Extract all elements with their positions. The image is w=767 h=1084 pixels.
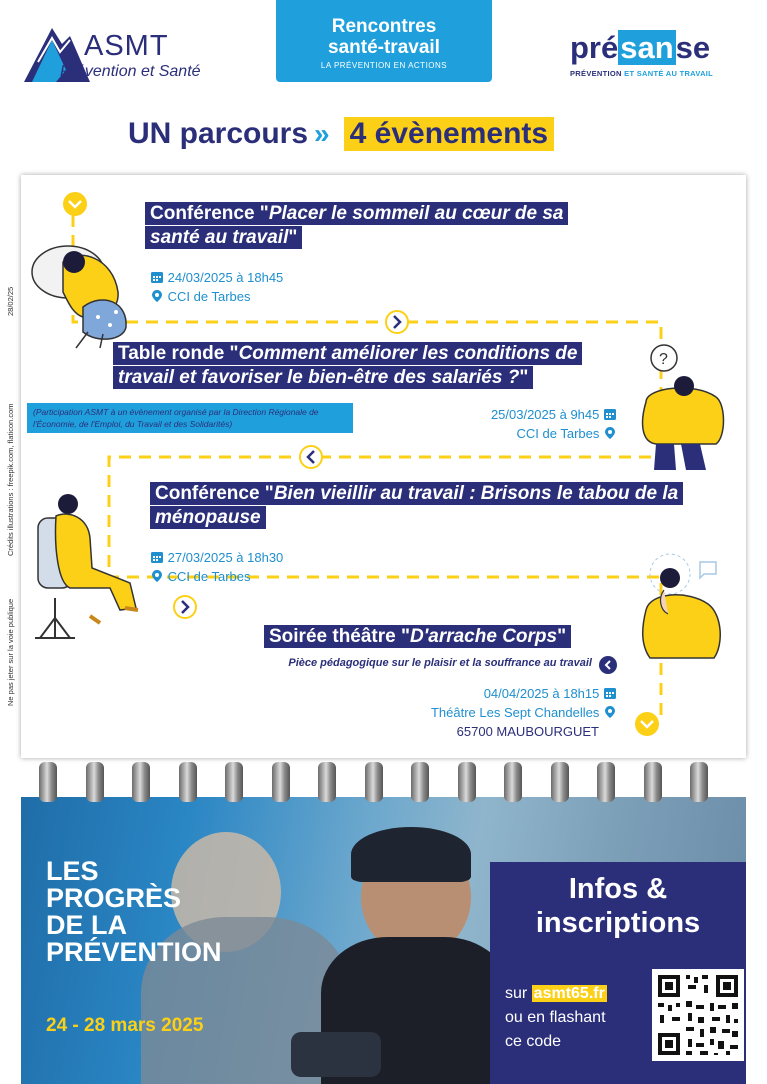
- event-2-note: (Participation ASMT à un évènement organisé par la Direction Régionale de l'Économie, de l'Emploi, du Travail et des Solidarités): [27, 403, 353, 433]
- campaign-dates: 24 - 28 mars 2025: [46, 1015, 204, 1036]
- spiral-ring: [225, 762, 243, 802]
- qr-code[interactable]: [652, 969, 744, 1061]
- spiral-ring: [597, 762, 615, 802]
- spiral-ring: [690, 762, 708, 802]
- event-4-place-line1: Théâtre Les Sept Chandelles: [430, 705, 600, 720]
- website-link[interactable]: asmt65.fr: [533, 985, 605, 1002]
- presanse-sub-b: ET SANTÉ AU TRAVAIL: [624, 69, 714, 78]
- double-chevron-icon: »: [314, 118, 330, 149]
- flash-instruction-line2: ce code: [505, 1033, 562, 1050]
- sitting-woman-illustration: [30, 488, 148, 648]
- presanse-subtitle: [570, 69, 713, 78]
- spiral-ring: [551, 762, 569, 802]
- svg-text:?: ?: [659, 351, 668, 368]
- presanse-part1: pré: [570, 30, 619, 65]
- asmt-logo-name: ASMT: [84, 30, 169, 62]
- spiral-ring: [318, 762, 336, 802]
- spiral-ring: [504, 762, 522, 802]
- event-4-date: 04/04/2025 à 18h15: [483, 686, 600, 701]
- asmt-logo-subtitle: Prévention et Santé: [60, 63, 201, 80]
- registration-title: [490, 872, 746, 940]
- disposal-notice: Ne pas jeter sur la voie publique: [6, 598, 15, 706]
- event-2-title: [113, 342, 623, 390]
- spiral-ring: [458, 762, 476, 802]
- presanse-logo: [570, 30, 710, 66]
- event-1-title-italic: Placer le sommeil au cœur de sa santé au travail: [150, 203, 564, 248]
- calendar-icon: [603, 686, 617, 700]
- spiral-ring: [644, 762, 662, 802]
- event-2-suffix: ": [519, 367, 529, 388]
- location-pin-icon: [150, 569, 164, 583]
- spiral-ring: [86, 762, 104, 802]
- event-1-date: 24/03/2025 à 18h45: [167, 270, 284, 285]
- registration-instructions: [505, 982, 607, 1054]
- location-pin-icon: [150, 289, 164, 303]
- event-1-place: CCI de Tarbes: [167, 289, 251, 304]
- presanse-part2: san: [620, 30, 674, 65]
- thinking-person-illustration: [626, 342, 736, 474]
- event-2-prefix: Table ronde ": [118, 343, 239, 364]
- calendar-icon: [150, 550, 164, 564]
- event-4-subtitle: Pièce pédagogique sur le plaisir et la souffrance au travail: [288, 657, 592, 669]
- spiral-ring: [179, 762, 197, 802]
- chevron-right-icon: [384, 309, 410, 335]
- chevron-left-icon: [298, 444, 324, 470]
- headline-part1: UN parcours: [128, 117, 309, 150]
- event-3-prefix: Conférence ": [155, 483, 274, 504]
- print-date: 28/02/25: [6, 286, 15, 316]
- chevron-right-icon: [172, 594, 198, 620]
- flash-instruction-line1: ou en flashant: [505, 1009, 606, 1026]
- chevron-left-icon: [599, 656, 617, 674]
- event-2-title-italic: Comment améliorer les conditions de travail et favoriser le bien-être des salariés ?: [118, 343, 578, 388]
- event-3-info: [150, 548, 283, 586]
- registration-title-line2: inscriptions: [535, 907, 701, 939]
- campaign-title-line2: PROGRÈS: [46, 883, 182, 913]
- location-pin-icon: [603, 705, 617, 719]
- event-4-title: [264, 625, 571, 649]
- campaign-title-line4: PRÉVENTION: [46, 937, 222, 967]
- campaign-title-line1: LES: [46, 856, 99, 886]
- event-3-place: CCI de Tarbes: [167, 569, 251, 584]
- registration-title-line1: Infos &: [568, 873, 668, 905]
- event-3-title-italic: Bien vieillir au travail : Brisons le tabou de la ménopause: [155, 483, 679, 528]
- event-3-date: 27/03/2025 à 18h30: [167, 550, 284, 565]
- event-4-info: [431, 684, 617, 741]
- stressed-person-illustration: [628, 548, 732, 660]
- spiral-ring: [132, 762, 150, 802]
- event-4-title-italic: D'arrache Corps: [410, 626, 558, 647]
- event-4-prefix: Soirée théâtre ": [269, 626, 411, 647]
- page-headline: [128, 114, 554, 154]
- presanse-sub-a: PRÉVENTION: [570, 69, 625, 78]
- spiral-ring: [272, 762, 290, 802]
- event-4-suffix: ": [557, 626, 567, 647]
- spiral-ring: [39, 762, 57, 802]
- location-pin-icon: [603, 426, 617, 440]
- event-2-info: [491, 405, 617, 443]
- event-series-badge: [276, 0, 492, 82]
- event-2-place: CCI de Tarbes: [516, 426, 600, 441]
- calendar-icon: [603, 407, 617, 421]
- sur-label: sur: [505, 985, 532, 1002]
- headline-count: 4 évènements: [344, 117, 554, 151]
- spiral-ring: [411, 762, 429, 802]
- event-3-title: [150, 482, 700, 530]
- event-1-title: [145, 202, 575, 250]
- event-1-suffix: ": [288, 227, 298, 248]
- event-1-prefix: Conférence ": [150, 203, 269, 224]
- campaign-title-line3: DE LA: [46, 910, 127, 940]
- badge-line2: santé-travail: [328, 37, 440, 58]
- badge-subtitle: LA PRÉVENTION EN ACTIONS: [320, 61, 448, 70]
- presanse-part3: se: [675, 30, 711, 65]
- sleeping-person-illustration: [28, 222, 138, 352]
- event-1-info: [150, 268, 283, 306]
- chevron-down-icon: [634, 711, 660, 737]
- badge-line1: Rencontres: [331, 16, 437, 37]
- calendar-icon: [150, 270, 164, 284]
- spiral-ring: [365, 762, 383, 802]
- event-4-place-line2: 65700 MAUBOURGUET: [456, 724, 599, 739]
- illustration-credits: Crédits illustrations : freepik.com, flaticon.com: [6, 403, 15, 556]
- chevron-down-icon: [62, 191, 88, 217]
- campaign-title: [46, 858, 222, 966]
- event-2-date: 25/03/2025 à 9h45: [490, 407, 600, 422]
